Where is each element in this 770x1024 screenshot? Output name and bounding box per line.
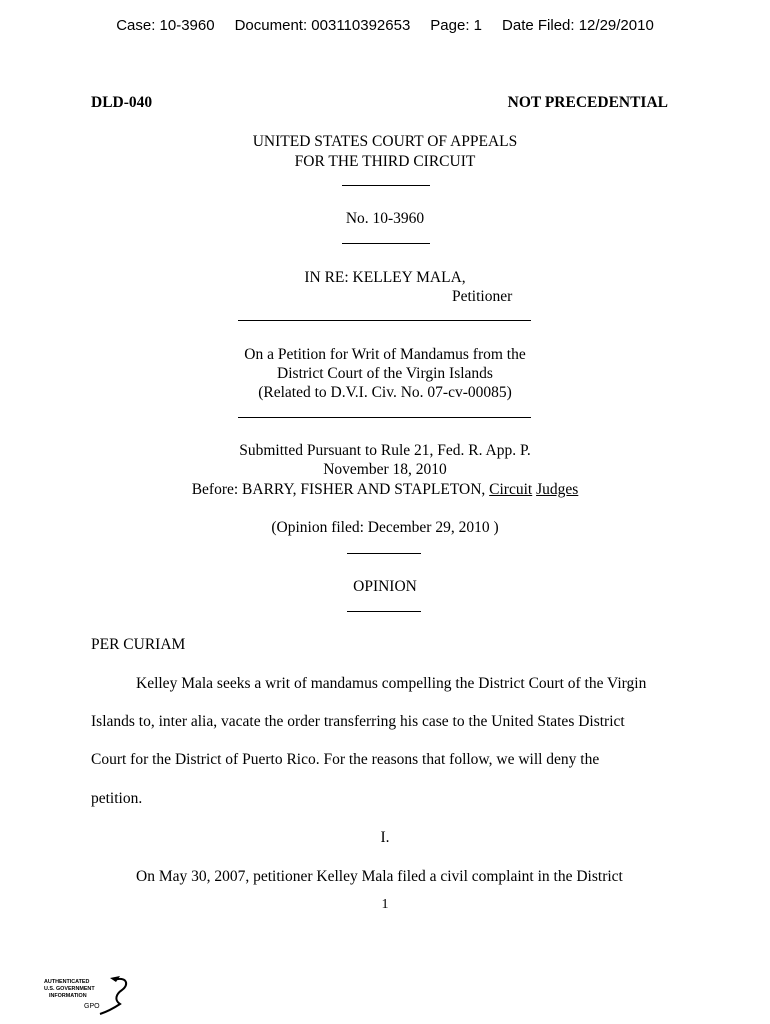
doc-code: DLD-040 xyxy=(91,94,153,111)
header-case: Case: 10-3960 xyxy=(116,17,215,34)
petition-line-1: On a Petition for Writ of Mandamus from the xyxy=(244,346,526,363)
opinion-filed: (Opinion filed: December 29, 2010 ) xyxy=(271,519,499,536)
divider xyxy=(347,553,421,554)
svg-text:INFORMATION: INFORMATION xyxy=(49,993,87,999)
petition-line-2: District Court of the Virgin Islands xyxy=(277,365,493,382)
paragraph-line: Court for the District of Puerto Rico. For the reasons that follow, we will deny the xyxy=(91,751,600,768)
court-line-2: FOR THE THIRD CIRCUIT xyxy=(294,153,476,170)
gpo-authentication-logo xyxy=(44,974,134,1016)
panel-line xyxy=(0,481,770,499)
filing-header xyxy=(0,17,770,34)
caption-line-1: IN RE: KELLEY MALA, xyxy=(304,269,466,286)
header-date-filed: Date Filed: 12/29/2010 xyxy=(502,17,654,34)
court-line-1: UNITED STATES COURT OF APPEALS xyxy=(252,133,518,150)
header-document: Document: 003110392653 xyxy=(234,17,411,34)
paragraph-line: Kelley Mala seeks a writ of mandamus compelling the District Court of the Virgin xyxy=(136,675,647,692)
submitted-line-2: November 18, 2010 xyxy=(323,461,447,478)
submitted-line-1: Submitted Pursuant to Rule 21, Fed. R. App. P. xyxy=(239,442,531,459)
page-number: 1 xyxy=(381,897,389,912)
divider xyxy=(347,611,421,612)
svg-text:AUTHENTICATED: AUTHENTICATED xyxy=(44,979,90,985)
header-page: Page: 1 xyxy=(430,17,483,34)
petition-line-3: (Related to D.V.I. Civ. No. 07-cv-00085) xyxy=(258,384,512,401)
svg-text:U.S. GOVERNMENT: U.S. GOVERNMENT xyxy=(44,986,95,992)
divider xyxy=(238,417,531,418)
precedential-label: NOT PRECEDENTIAL xyxy=(507,94,668,111)
caption-line-2: Petitioner xyxy=(452,288,513,305)
panel-judges: Before: BARRY, FISHER AND STAPLETON, xyxy=(191,481,490,498)
judges-word: Judges xyxy=(536,481,579,498)
divider xyxy=(342,243,430,244)
case-number: No. 10-3960 xyxy=(345,210,425,227)
circuit-word: Circuit xyxy=(489,481,533,498)
divider xyxy=(342,185,430,186)
svg-text:GPO: GPO xyxy=(84,1003,100,1010)
paragraph-line: petition. xyxy=(91,790,143,807)
paragraph-line: Islands to, inter alia, vacate the order transferring his case to the United States District xyxy=(91,713,625,730)
per-curiam: PER CURIAM xyxy=(91,636,186,653)
paragraph-line: On May 30, 2007, petitioner Kelley Mala filed a civil complaint in the District xyxy=(136,868,623,885)
opinion-heading: OPINION xyxy=(353,578,417,595)
divider xyxy=(238,320,531,321)
section-heading: I. xyxy=(380,829,390,846)
